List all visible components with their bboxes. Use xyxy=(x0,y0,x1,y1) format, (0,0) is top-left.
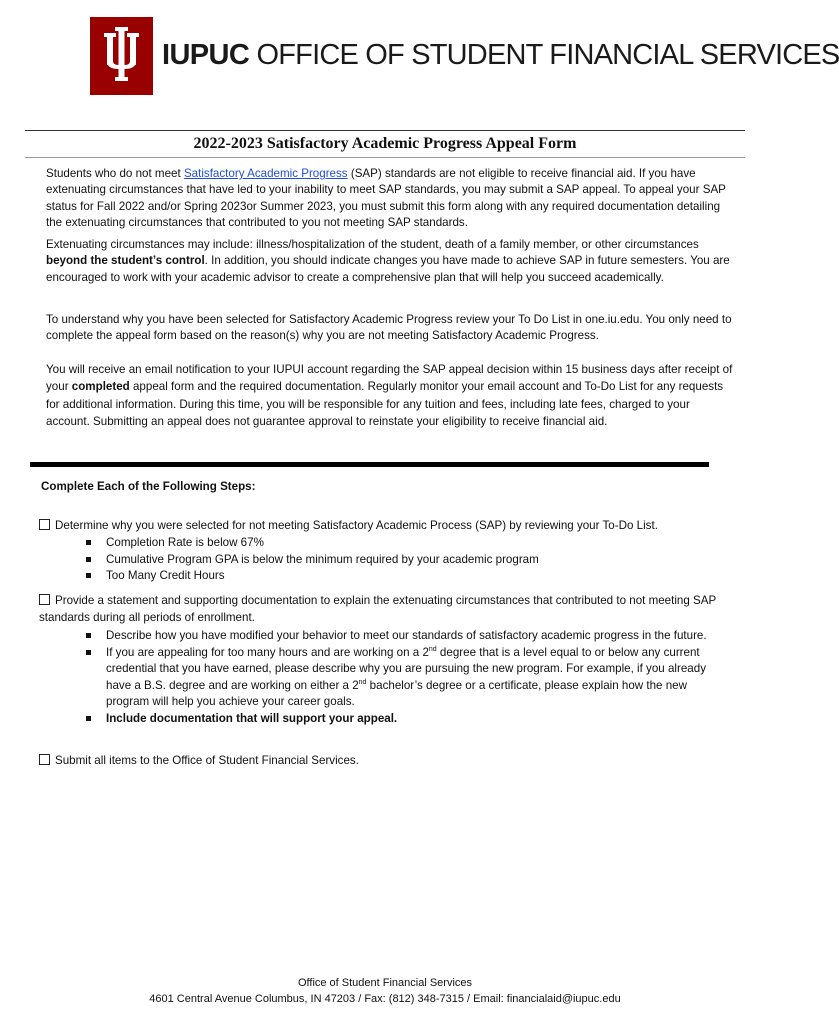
p4-text-b: appeal form and the required documentation. Regularly monitor your email account and To-Do List for any requests for additional information. During this time, you will be responsible for any tuition and fees, including late fees, charged to your account. Submitting an appeal does not guarantee approval to reinstate your eligibility to receive financial aid. xyxy=(46,380,724,429)
list-item: Describe how you have modified your behavior to meet our standards of satisfactory academic progress in the future. xyxy=(106,628,724,645)
step-1 xyxy=(39,518,739,535)
p1-text-b: (SAP) standards are not eligible to receive financial aid. If you have extenuating circumstances that have led to your inability to meet SAP standards, you may submit a SAP appeal. To appeal your SAP status for Fall 2022 and/or Spring 2023or Summer 2023, you must submit this form along with any required documentation detailing the extenuating circumstances that contributed to you not meeting SAP standards. xyxy=(46,167,726,230)
bullet-icon xyxy=(86,650,91,655)
section-divider xyxy=(30,462,709,467)
p2-bold: beyond the student’s control xyxy=(46,254,205,268)
step-3-label: Submit all items to the Office of Student Financial Services. xyxy=(55,754,359,767)
list-item: Include documentation that will support your appeal. xyxy=(106,711,724,728)
step-1-label: Determine why you were selected for not meeting Satisfactory Academic Process (SAP) by reviewing your To-Do List. xyxy=(55,519,658,532)
top-divider xyxy=(25,130,745,131)
footer-contact: 4601 Central Avenue Columbus, IN 47203 / Fax: (812) 348-7315 / Email: financialaid@iupuc.edu xyxy=(149,993,621,1005)
p2-text-b: . In addition, you should indicate changes you have made to achieve SAP in future semesters. You are encouraged to work with your academic advisor to create a comprehensive plan that will help you succeed academically. xyxy=(46,254,730,284)
p2-text-a: Extenuating circumstances may include: illness/hospitalization of the student, death of a family member, or other circumstances xyxy=(46,238,699,251)
step-1-bullets xyxy=(106,535,746,585)
p1-text-a: Students who do not meet xyxy=(46,167,184,180)
bullet-icon xyxy=(86,716,91,721)
brand-title xyxy=(162,39,839,71)
iu-trident-logo xyxy=(90,17,153,95)
intro-paragraph-2 xyxy=(46,237,736,286)
step-2-label: Provide a statement and supporting documentation to explain the extenuating circumstances that contributed to not meeting SAP standards during all periods of enrollment. xyxy=(39,594,717,624)
intro-paragraph-4 xyxy=(46,361,736,431)
form-title: 2022-2023 Satisfactory Academic Progress Appeal Form xyxy=(193,135,577,152)
bullet-icon xyxy=(86,557,91,562)
intro-paragraph-1 xyxy=(46,166,736,232)
list-item: Completion Rate is below 67% xyxy=(106,535,746,552)
bullet-icon xyxy=(86,540,91,545)
steps-heading: Complete Each of the Following Steps: xyxy=(41,480,256,493)
step-3-checkbox[interactable] xyxy=(39,754,50,765)
brand-bold: IUPUC xyxy=(162,39,250,71)
bullet-icon xyxy=(86,573,91,578)
step-3 xyxy=(39,753,739,770)
p4-bold: completed xyxy=(71,380,130,394)
step-2 xyxy=(39,593,719,626)
footer-office: Office of Student Financial Services xyxy=(297,977,473,989)
sap-policy-link[interactable]: Satisfactory Academic Progress xyxy=(183,167,348,180)
p4-text-a: You will receive an email notification to your IUPUI account regarding the SAP appeal decision within 15 business days after receipt of your xyxy=(46,363,733,394)
list-item: Cumulative Program GPA is below the minimum required by your academic program xyxy=(106,552,746,569)
step-2-checkbox[interactable] xyxy=(39,594,50,605)
header xyxy=(90,17,839,95)
list-item: Too Many Credit Hours xyxy=(106,568,746,585)
brand-rest: OFFICE OF STUDENT FINANCIAL SERVICES xyxy=(249,39,839,71)
trident-icon xyxy=(90,17,153,95)
bullet-icon xyxy=(86,633,91,638)
title-divider xyxy=(25,157,745,158)
intro-paragraph-3: To understand why you have been selected for Satisfactory Academic Progress review your To Do List in one.iu.edu. You only need to complete the appeal form based on the reason(s) why you are not meeting Satisfactory Academic Progress. xyxy=(46,313,732,343)
step-1-checkbox[interactable] xyxy=(39,519,50,530)
list-item: If you are appealing for too many hours and are working on a 2nd degree that is a level equal to or below any current credential that you have earned, please describe why you are pursuing the new program. For example, if you already have a B.S. degree and are working on either a 2nd bachelor’s degree or a certificate, please explain how the new program will help you achieve your career goals. xyxy=(106,645,724,711)
step-2-bullets xyxy=(106,628,724,728)
